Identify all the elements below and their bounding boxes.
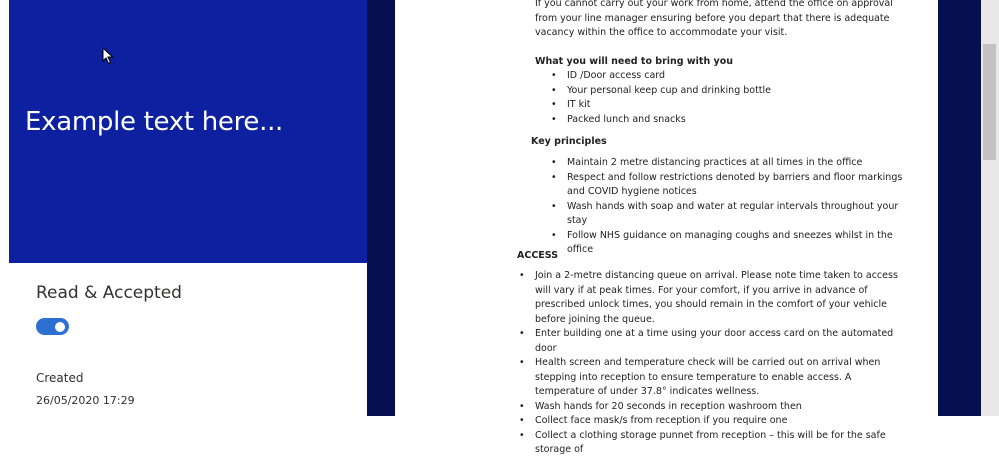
document-page <box>395 0 938 455</box>
list-item: • Collect a clothing storage punnet from reception – this will be for the safe storage of <box>535 429 911 458</box>
list-item: • Health screen and temperature check will be carried out on arrival when stepping into reception to ensure temperature to enable access. A temperature of under 37.8° indicates wellness. <box>535 356 911 400</box>
bring-list <box>567 69 927 127</box>
principles-heading: Key principles <box>531 136 607 147</box>
list-item: • IT kit <box>567 98 927 113</box>
read-accepted-toggle[interactable] <box>36 318 69 335</box>
list-item: • Packed lunch and snacks <box>567 113 927 128</box>
list-item: • Maintain 2 metre distancing practices at all times in the office <box>567 156 907 171</box>
bring-heading: What you will need to bring with you <box>535 56 734 67</box>
principles-list <box>567 156 907 258</box>
left-gutter <box>0 0 9 416</box>
record-details-panel <box>9 263 367 416</box>
created-value: 26/05/2020 17:29 <box>36 394 135 407</box>
list-item: • Respect and follow restrictions denoted by barriers and floor markings and COVID hygiene notices <box>567 171 907 200</box>
created-label: Created <box>36 371 84 385</box>
document-viewer <box>367 0 981 455</box>
read-accepted-label: Read & Accepted <box>36 283 182 303</box>
intro-paragraph: If you cannot carry out your work from home, attend the office on approval from your line manager ensuring before you depart that there is adequate vacancy within the office to accommodate your visit. <box>535 0 893 38</box>
access-heading: ACCESS <box>517 250 559 261</box>
list-item: • Collect face mask/s from reception if you require one <box>535 414 911 429</box>
hero-text: Example text here... <box>25 107 284 137</box>
list-item: • Follow NHS guidance on managing coughs and sneezes whilst in the office <box>567 229 907 258</box>
list-item: • Wash hands with soap and water at regular intervals throughout your stay <box>567 200 907 229</box>
list-item: • Enter building one at a time using your door access card on the automated door <box>535 327 911 356</box>
list-item: • ID /Door access card <box>567 69 927 84</box>
access-list <box>535 269 911 458</box>
toggle-knob <box>55 322 65 332</box>
list-item: • Join a 2-metre distancing queue on arrival. Please note time taken to access will vary if at peak times. For your comfort, if you arrive in advance of prescribed unlock times, you should remain in the comfort of your vehicle before joining the queue. <box>535 269 911 327</box>
mouse-pointer-icon <box>102 47 116 65</box>
scrollbar-thumb[interactable] <box>983 44 996 160</box>
list-item: • Wash hands for 20 seconds in reception washroom then <box>535 400 911 415</box>
vertical-scrollbar[interactable] <box>981 0 999 416</box>
list-item: • Your personal keep cup and drinking bottle <box>567 84 927 99</box>
hero-banner <box>9 0 367 263</box>
